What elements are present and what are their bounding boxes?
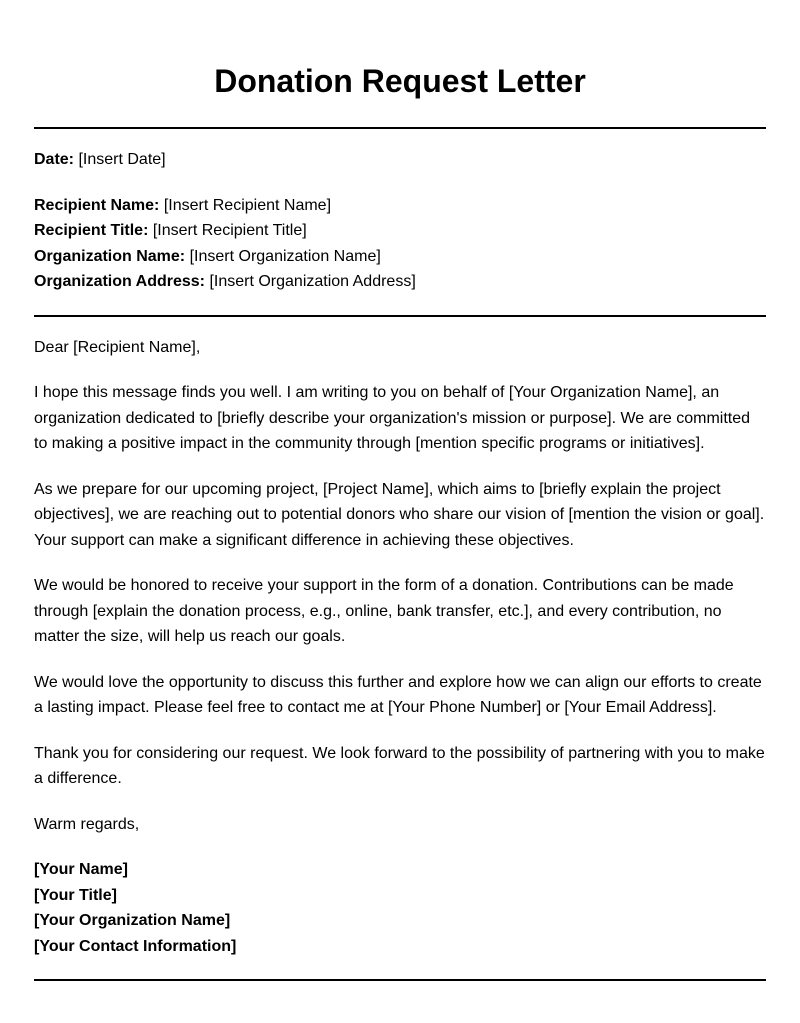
date-value: [Insert Date] xyxy=(78,151,166,168)
date-label: Date: xyxy=(34,151,75,168)
organization-name-label: Organization Name: xyxy=(34,247,186,265)
letter-body xyxy=(34,335,766,960)
divider-middle xyxy=(34,315,766,317)
body-paragraph: I hope this message finds you well. I am writing to you on behalf of [Your Organization Name], an organization dedicated to [briefly describe your organization's mission or purpose]. We are committed to making a positive impact in the community through [mention specific programs or initiatives]. xyxy=(34,384,751,452)
salutation: Dear [Recipient Name], xyxy=(34,338,201,356)
recipient-title-label: Recipient Title: xyxy=(34,222,149,239)
recipient-block xyxy=(34,193,766,295)
divider-bottom xyxy=(34,979,766,981)
organization-name-value: [Insert Organization Name] xyxy=(189,247,381,265)
recipient-title-value: [Insert Recipient Title] xyxy=(152,222,307,239)
date-line xyxy=(34,147,766,173)
recipient-name-line xyxy=(34,193,766,219)
closing: Warm regards, xyxy=(34,815,140,833)
signature-title: [Your Title] xyxy=(34,886,117,904)
body-paragraph: We would be honored to receive your support in the form of a donation. Contributions can be made through [explain the donation process, e.g., online, bank transfer, etc.], and every contribution, no matter the size, will help us reach our goals. xyxy=(34,577,734,645)
organization-address-value: [Insert Organization Address] xyxy=(209,273,416,290)
signature-contact: [Your Contact Information] xyxy=(34,937,237,955)
recipient-name-label: Recipient Name: xyxy=(34,196,160,214)
body-paragraph: We would love the opportunity to discuss this further and explore how we can align our efforts to create a lasting impact. Please feel free to contact me at [Your Phone Number] or [Your Email Address]. xyxy=(34,673,762,716)
signature-name: [Your Name] xyxy=(34,861,128,878)
recipient-title-line xyxy=(34,218,766,244)
organization-address-label: Organization Address: xyxy=(34,273,205,290)
page-title: Donation Request Letter xyxy=(214,63,586,99)
organization-name-line xyxy=(34,244,766,270)
divider-top xyxy=(34,127,766,129)
body-paragraph: Thank you for considering our request. We look forward to the possibility of partnering with you to make a difference. xyxy=(34,744,765,787)
recipient-name-value: [Insert Recipient Name] xyxy=(163,196,332,214)
body-paragraph: As we prepare for our upcoming project, [Project Name], which aims to [briefly explain the project objectives], we are reaching out to potential donors who share our vision of [mention the vision or goal]. Your support can make a significant difference in achieving these objectives. xyxy=(34,480,765,549)
organization-address-line xyxy=(34,269,766,295)
signature-organization: [Your Organization Name] xyxy=(34,912,231,929)
signature-block xyxy=(34,857,766,959)
date-block xyxy=(34,147,766,173)
